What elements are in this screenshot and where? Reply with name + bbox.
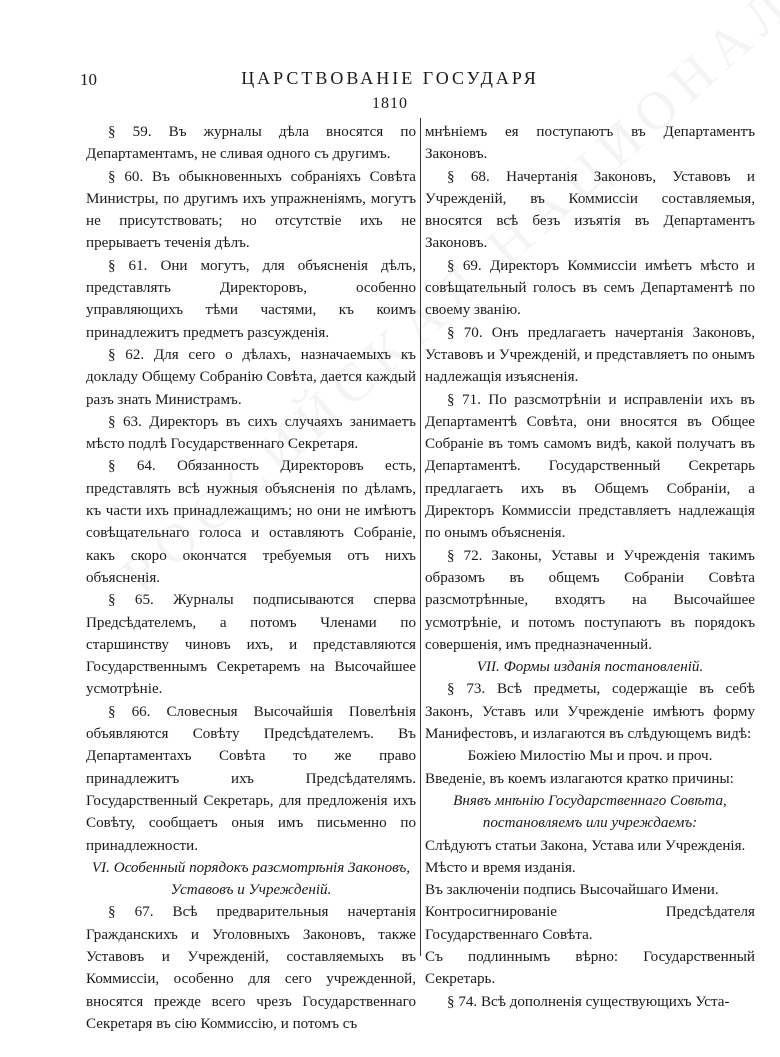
text-line: Контросигнированіе Предсѣдателя Государственнаго Совѣта. [425, 904, 755, 943]
running-head: ЦАРСТВОВАНІЕ ГОСУДАРЯ [241, 68, 539, 88]
text-line: Въ заключеніи подпись Высочайшаго Имени. [425, 882, 719, 899]
paragraph: § 66. Словесныя Высочайшія Повелѣнія объявляются Совѣту Предсѣдателемъ. Въ Департаментахъ Совѣта то же право принадлежитъ ихъ Предсѣдателямъ. Государственный Секретарь, для предложенія ихъ Совѣту, сообщаетъ оныя имъ письменно по принадлежности. [86, 703, 416, 854]
section-heading: VI. Особенный порядокъ разсмотрѣнія Законовъ, Уставовъ и Учрежденій. [91, 859, 411, 899]
left-column [86, 121, 416, 1035]
paragraph: § 74. Всѣ дополненія существующихъ Уста- [447, 993, 730, 1010]
text-line: Введеніе, въ коемъ излагаются кратко причины: [425, 770, 734, 787]
paragraph: § 59. Въ журналы дѣла вносятся по Департаментамъ, не сливая одного съ другимъ. [86, 124, 416, 163]
paragraph: § 61. Они могутъ, для объясненія дѣлъ, представлять Директоровъ, особенно управляющихъ тѣми частями, къ коимъ принадлежитъ предметъ разсужденія. [86, 257, 416, 341]
column-divider [420, 118, 421, 956]
text-line: Мѣсто и время изданія. [425, 859, 576, 876]
paragraph: § 70. Онъ предлагаетъ начертанія Законовъ, Уставовъ и Учрежденій, и представляетъ по онымъ надлежащія изъясненія. [425, 324, 755, 386]
paragraph: § 69. Директоръ Коммиссіи имѣетъ мѣсто и совѣщательный голосъ въ семъ Департаментѣ по своему званію. [425, 257, 755, 319]
paragraph: § 68. Начертанія Законовъ, Уставовъ и Учрежденій, въ Коммиссіи составляемыя, вносятся всѣ безъ изъятія въ Департаментъ Законовъ. [425, 168, 755, 252]
paragraph: § 60. Въ обыкновенныхъ собраніяхъ Совѣта Министры, по другимъ ихъ упражненіямъ, могутъ не присутствовать; но отсутствіе ихъ не прерываетъ теченія дѣлъ. [86, 168, 416, 252]
paragraph: § 67. Всѣ предварительныя начертанія Гражданскихъ и Уголовныхъ Законовъ, также Уставовъ и Учрежденій, составляемыхъ въ Коммиссіи, особенно для сего учрежденной, вносятся прежде всего чрезъ Государственнаго Секретаря въ сію Коммиссію, и потомъ съ [86, 904, 416, 1032]
section-heading: VII. Формы изданія постановленій. [476, 659, 704, 676]
paragraph: § 65. Журналы подписываются сперва Предсѣдателемъ, а потомъ Членами по старшинству чиновъ ихъ, и представляются Государственнымъ Секретаремъ на Высочайшее усмотрѣніе. [86, 592, 416, 698]
section-heading: Внявъ мнѣнію Государственнаго Совѣта, постановляемъ или учреждаемъ: [453, 792, 727, 832]
centered-line: Божіею Милостію Мы и проч. и проч. [467, 748, 713, 765]
paragraph: § 71. По разсмотрѣніи и исправленіи ихъ въ Департаментѣ Совѣта, они вносятся въ Общее Собраніе въ томъ самомъ видѣ, какой получатъ въ Департаментѣ. Государственный Секретарь предлагаетъ ихъ въ Общемъ Собраніи, а Директоръ Коммиссіи представляетъ надлежащія по онымъ объясненія. [425, 391, 755, 542]
right-column [425, 121, 755, 1013]
text-line: мнѣніемъ ея поступаютъ въ Департаментъ Законовъ. [425, 124, 755, 163]
paragraph: § 63. Директоръ въ сихъ случаяхъ занимаетъ мѣсто подлѣ Государственнаго Секретаря. [86, 413, 416, 453]
paragraph: § 73. Всѣ предметы, содержащіе въ себѣ Законъ, Уставъ или Учрежденіе имѣютъ форму Манифестовъ, и излагаются въ слѣдующемъ видѣ: [425, 681, 755, 743]
text-line: Съ подлиннымъ вѣрно: Государственный Секретарь. [425, 948, 755, 988]
paragraph: § 64. Обязанность Директоровъ есть, представлять всѣ нужныя объясненія по дѣламъ, къ части ихъ принадлежащимъ; но они не имѣютъ совѣщательнаго голоса и оставляютъ Собраніе, какъ скоро окончатся требуемыя отъ нихъ объясненія. [86, 458, 416, 586]
text-line: Слѣдуютъ статьи Закона, Устава или Учрежденія. [425, 837, 746, 854]
paragraph: § 72. Законы, Уставы и Учрежденія такимъ образомъ въ общемъ Собраніи Совѣта разсмотрѣнные, входятъ на Высочайшее усмотрѣніе, и потомъ поступаютъ въ порядокъ совершенія, имъ предназначенный. [425, 547, 755, 653]
page-number: 10 [80, 70, 97, 89]
year-heading: 1810 [372, 95, 408, 112]
paragraph: § 62. Для сего о дѣлахъ, назначаемыхъ къ докладу Общему Собранію Совѣта, дается каждый разъ знать Министрамъ. [86, 346, 416, 408]
